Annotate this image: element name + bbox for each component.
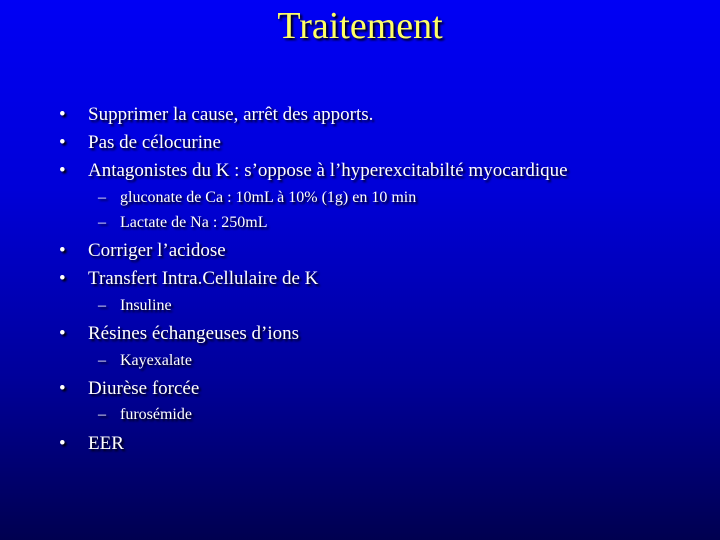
sub-list-item [98, 188, 416, 208]
list-item-text: Transfert Intra.Cellulaire de K [88, 268, 319, 289]
list-item [59, 131, 221, 155]
dash-icon: – [98, 214, 106, 231]
bullet-icon: • [59, 323, 66, 344]
sub-list-item [98, 405, 192, 425]
list-item-text: Antagonistes du K : s’oppose à l’hyperexcitabilté myocardique [88, 160, 568, 181]
bullet-icon: • [59, 240, 66, 261]
sub-list-item [98, 351, 192, 371]
list-item-text: EER [88, 433, 124, 454]
bullet-icon: • [59, 160, 66, 181]
list-item [59, 103, 373, 127]
list-item [59, 322, 299, 346]
dash-icon: – [98, 406, 106, 423]
bullet-icon: • [59, 378, 66, 399]
list-item [59, 267, 318, 291]
list-item-text: Résines échangeuses d’ions [88, 323, 300, 344]
list-item [59, 432, 124, 456]
bullet-icon: • [59, 132, 66, 153]
dash-icon: – [98, 352, 106, 369]
dash-icon: – [98, 189, 106, 206]
sub-list-item-text: Lactate de Na : 250mL [120, 214, 268, 231]
sub-list-item-text: Kayexalate [120, 352, 192, 369]
list-item-text: Supprimer la cause, arrêt des apports. [88, 104, 374, 125]
list-item-text: Corriger l’acidose [88, 240, 226, 261]
slide-title: Traitement [277, 5, 443, 47]
sub-list-item-text: furosémide [120, 406, 192, 423]
sub-list-item-text: gluconate de Ca : 10mL à 10% (1g) en 10 min [120, 189, 417, 206]
list-item [59, 377, 199, 401]
dash-icon: – [98, 297, 106, 314]
list-item-text: Diurèse forcée [88, 378, 200, 399]
bullet-icon: • [59, 268, 66, 289]
sub-list-item [98, 213, 268, 233]
list-item [59, 239, 226, 263]
list-item [59, 159, 568, 183]
sub-list-item [98, 296, 172, 316]
sub-list-item-text: Insuline [120, 297, 172, 314]
bullet-icon: • [59, 433, 66, 454]
bullet-icon: • [59, 104, 66, 125]
list-item-text: Pas de célocurine [88, 132, 221, 153]
